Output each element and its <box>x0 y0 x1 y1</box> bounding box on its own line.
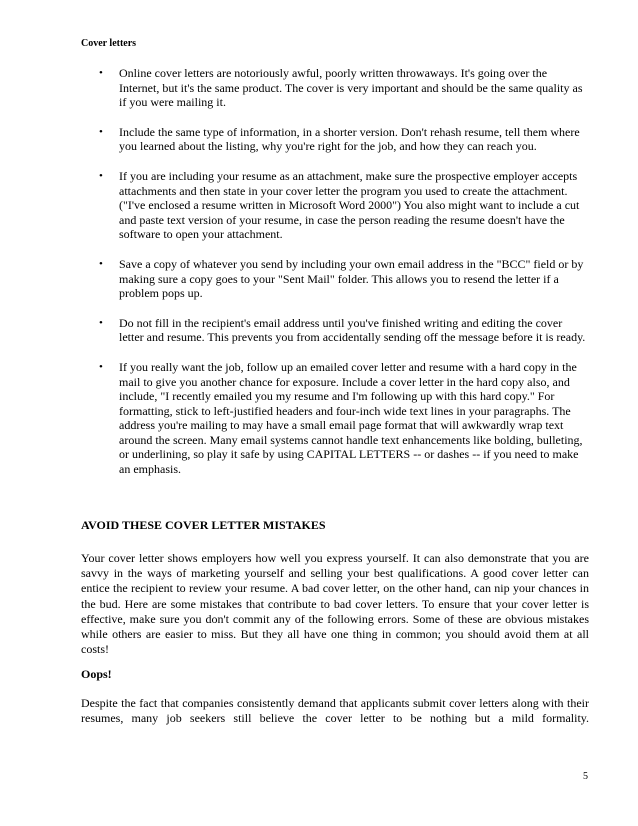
bullet-text: If you really want the job, follow up an emailed cover letter and resume with a hard copy in the mail to give you another chance for exposure. Include a cover letter in the hard copy also, and include, "I recently emailed you my resume and I'm following up with this hard copy." For formatting, stick to left-justified headers and four-inch wide text lines in your paragraphs. The address you're mailing to may have a small email page format that will awkwardly wrap text around the screen. Many email systems cannot handle text enhancements like bolding, bulleting, or underlining, so play it safe by using CAPITAL LETTERS -- or dashes -- if you need to make an emphasis. <box>119 359 583 477</box>
subsection-paragraph: Despite the fact that companies consistently demand that applicants submit cover letters along with their resumes, many job seekers still believe the cover letter to be nothing but a mild formality. <box>81 696 589 726</box>
list-item <box>81 360 587 477</box>
page-number: 5 <box>583 771 588 782</box>
bullet-text: Do not fill in the recipient's email address until you've finished writing and editing the cover letter and resume. This prevents you from accidentally sending off the message before it is ready. <box>119 315 586 345</box>
bullet-text: Include the same type of information, in a shorter version. Don't rehash resume, tell them where you learned about the listing, why you're right for the job, and how they can reach you. <box>119 124 580 154</box>
bullet-icon: • <box>99 257 103 270</box>
subsection-heading: Oops! <box>81 667 112 681</box>
section-heading: AVOID THESE COVER LETTER MISTAKES <box>81 518 326 532</box>
list-item <box>81 125 587 154</box>
list-item <box>81 66 587 110</box>
bullet-icon: • <box>99 360 103 373</box>
list-item <box>81 316 587 345</box>
tips-bullet-list <box>81 66 587 492</box>
section-paragraph: Your cover letter shows employers how well you express yourself. It can also demonstrate that you are savvy in the ways of marketing yourself and selling your best qualifications. A good cover letter can entice the recipient to review your resume. A bad cover letter, on the other hand, can nip your chances in the bud. Here are some mistakes that contribute to bad cover letters. To ensure that your cover letter is effective, make sure you don't commit any of the following errors. Some of these are obvious mistakes while others are easier to miss. But they all have one thing in common; you should avoid them at all costs! <box>81 551 589 657</box>
list-item <box>81 257 587 301</box>
bullet-text: Online cover letters are notoriously awful, poorly written throwaways. It's going over the Internet, but it's the same product. The cover is very important and should be the same quality as if you were mailing it. <box>119 66 583 110</box>
bullet-text: If you are including your resume as an attachment, make sure the prospective employer accepts attachments and then state in your cover letter the program you used to create the attachment. ("I've enclosed a resume written in Microsoft Word 2000") You also might want to include a cut and paste text version of your resume, in case the person reading the resume doesn't have the software to open your attachment. <box>119 168 580 242</box>
list-item <box>81 169 587 242</box>
running-header: Cover letters <box>81 38 137 49</box>
bullet-icon: • <box>99 169 103 182</box>
bullet-icon: • <box>99 316 103 329</box>
bullet-text: Save a copy of whatever you send by including your own email address in the "BCC" field or by making sure a copy goes to your "Sent Mail" folder. This allows you to resend the letter if a problem pops up. <box>119 256 584 301</box>
bullet-icon: • <box>99 125 103 138</box>
bullet-icon: • <box>99 67 103 79</box>
